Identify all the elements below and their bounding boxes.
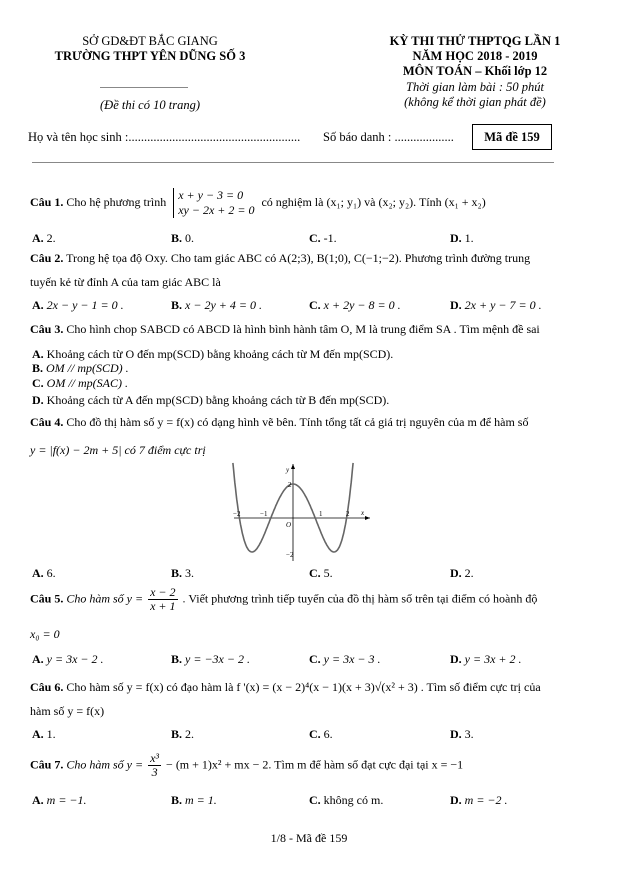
option-value: 1. xyxy=(46,727,56,741)
y-axis-arrow-icon xyxy=(291,464,295,469)
equation-1: x + y − 3 = 0 xyxy=(178,188,244,202)
option-c[interactable] xyxy=(309,652,381,667)
option-value: y = 3x − 3 . xyxy=(323,652,381,666)
option-key: D. xyxy=(450,231,462,245)
option-c[interactable] xyxy=(309,298,401,313)
option-value: m = −1. xyxy=(46,793,87,807)
x-tick-label: 2 xyxy=(346,510,350,518)
option-d[interactable] xyxy=(450,231,474,246)
equation-2: xy − 2x + 2 = 0 xyxy=(178,203,255,217)
option-key: A. xyxy=(32,793,44,807)
option-d[interactable] xyxy=(32,393,389,408)
origin-label: O xyxy=(286,521,292,529)
option-a[interactable] xyxy=(32,727,56,742)
option-value: Khoảng cách từ O đến mp(SCD) bằng khoảng cách từ M đến mp(SCD). xyxy=(46,347,394,361)
option-key: C. xyxy=(309,231,321,245)
option-b[interactable] xyxy=(171,298,262,313)
denominator: x + 1 xyxy=(150,599,176,613)
option-key: A. xyxy=(32,347,44,361)
question-5 xyxy=(30,586,537,613)
option-value: 3. xyxy=(464,727,474,741)
denominator: 3 xyxy=(151,765,158,779)
option-a[interactable] xyxy=(32,793,87,808)
option-key: D. xyxy=(450,298,462,312)
option-key: B. xyxy=(171,231,183,245)
question-6-line-2: hàm số y = f(x) xyxy=(30,704,105,718)
option-value: OM // mp(SAC) . xyxy=(46,376,128,390)
question-2 xyxy=(30,251,530,266)
option-key: B. xyxy=(171,298,183,312)
numerator: x³ xyxy=(150,751,160,765)
school-year: NĂM HỌC 2018 - 2019 xyxy=(412,49,538,63)
question-2-line-2: tuyến kẻ từ đỉnh A của tam giác ABC là xyxy=(30,275,221,289)
question-label: Câu 6. xyxy=(30,680,64,694)
option-b[interactable] xyxy=(171,727,194,742)
option-value: y = −3x − 2 . xyxy=(185,652,250,666)
option-b[interactable] xyxy=(171,566,194,581)
option-value: 2. xyxy=(185,727,195,741)
question-text: Cho hàm số y = xyxy=(66,591,144,606)
question-7 xyxy=(30,752,463,779)
option-value: m = −2 . xyxy=(464,793,508,807)
student-id-field[interactable]: Số báo danh : ................... xyxy=(323,130,454,144)
option-key: D. xyxy=(32,393,44,407)
option-value: y = 3x − 2 . xyxy=(46,652,104,666)
option-c[interactable] xyxy=(309,231,337,246)
question-5-line-2: x₀ = 0 xyxy=(30,627,60,641)
y-tick-label: −2 xyxy=(286,551,294,559)
option-value: 0. xyxy=(185,231,195,245)
option-value: 1. xyxy=(464,231,474,245)
option-value: x − 2y + 4 = 0 . xyxy=(185,298,262,312)
page-footer: 1/8 - Mã đề 159 xyxy=(270,831,348,845)
option-c[interactable] xyxy=(309,727,333,742)
option-key: A. xyxy=(32,652,44,666)
option-value: 5. xyxy=(323,566,333,580)
page-count-note: (Đề thi có 10 trang) xyxy=(100,98,200,112)
option-value: m = 1. xyxy=(185,793,217,807)
option-key: A. xyxy=(32,566,44,580)
option-key: A. xyxy=(32,231,44,245)
question-text-cont: có nghiệm là (x₁; y₁) và (x₂; y₂). Tính (x₁ + x₂) xyxy=(261,194,486,209)
option-d[interactable] xyxy=(450,793,508,808)
question-text: Trong hệ tọa độ Oxy. Cho tam giác ABC có A(2;3), B(1;0), C(−1;−2). Phương trình đường trung xyxy=(66,251,531,265)
option-key: C. xyxy=(309,652,321,666)
option-value: 3. xyxy=(185,566,195,580)
header-divider xyxy=(100,87,188,88)
question-label: Câu 1. xyxy=(30,194,64,209)
question-4 xyxy=(30,415,528,430)
question-label: Câu 7. xyxy=(30,757,64,772)
question-text: Cho hàm số y = f(x) có đạo hàm là f '(x) = (x − 2)⁴(x − 1)(x + 3)√(x² + 3) . Tìm số điểm cực trị của xyxy=(66,680,541,694)
option-key: C. xyxy=(309,566,321,580)
option-d[interactable] xyxy=(450,652,522,667)
option-key: C. xyxy=(32,376,44,390)
subject: MÔN TOÁN – Khối lớp 12 xyxy=(402,64,548,78)
x-tick-label: 1 xyxy=(319,510,323,518)
fraction xyxy=(148,752,161,779)
question-text-cont: − (m + 1)x² + mx − 2. Tìm m để hàm số đạt cực đại tại x = −1 xyxy=(166,757,464,772)
time-note: (không kể thời gian phát đề) xyxy=(404,95,546,109)
option-a[interactable] xyxy=(32,347,393,362)
option-a[interactable] xyxy=(32,652,104,667)
option-value: 2. xyxy=(464,566,474,580)
option-b[interactable] xyxy=(171,793,217,808)
option-key: B. xyxy=(171,793,183,807)
time-limit: Thời gian làm bài : 50 phút xyxy=(406,80,544,94)
question-4-line-2: y = |f(x) − 2m + 5| có 7 điểm cực trị xyxy=(30,443,206,457)
question-1 xyxy=(30,188,486,218)
x-tick-label: −2 xyxy=(233,510,241,518)
question-label: Câu 2. xyxy=(30,251,64,265)
option-a[interactable] xyxy=(32,298,124,313)
question-3 xyxy=(30,322,540,337)
option-value: không có m. xyxy=(323,793,384,807)
equation-system xyxy=(173,188,254,218)
option-d[interactable] xyxy=(450,566,474,581)
y-tick-label: 2 xyxy=(288,481,292,489)
option-a[interactable] xyxy=(32,231,56,246)
department-name: SỞ GD&ĐT BẮC GIANG xyxy=(82,34,218,48)
section-divider xyxy=(32,162,554,163)
function-graph xyxy=(230,462,370,562)
question-label: Câu 5. xyxy=(30,591,64,606)
question-text: Cho hình chop SABCD có ABCD là hình bình hành tâm O, M là trung điểm SA . Tìm mệnh đề sai xyxy=(66,322,540,336)
question-text: Cho hàm số y = xyxy=(66,757,144,772)
option-c[interactable] xyxy=(309,793,383,808)
question-text: Cho hệ phương trình xyxy=(66,194,167,209)
fraction xyxy=(148,586,177,613)
option-key: B. xyxy=(171,652,183,666)
option-b[interactable] xyxy=(32,361,129,376)
exam-title: KỲ THI THỬ THPTQG LẦN 1 xyxy=(389,34,561,48)
option-key: C. xyxy=(309,727,321,741)
student-name-field[interactable]: Họ và tên học sinh :....................................................... xyxy=(28,130,301,144)
option-d[interactable] xyxy=(450,298,542,313)
option-b[interactable] xyxy=(171,231,194,246)
option-key: A. xyxy=(32,727,44,741)
option-key: C. xyxy=(309,793,321,807)
option-a[interactable] xyxy=(32,566,56,581)
question-label: Câu 4. xyxy=(30,415,64,429)
option-value: 2x + y − 7 = 0 . xyxy=(464,298,542,312)
option-value: OM // mp(SCD) . xyxy=(46,361,129,375)
option-value: 6. xyxy=(323,727,333,741)
option-key: B. xyxy=(32,361,44,375)
x-tick-label: −1 xyxy=(260,510,268,518)
option-value: y = 3x + 2 . xyxy=(464,652,522,666)
x-axis-label: x xyxy=(361,509,365,517)
option-value: 2x − y − 1 = 0 . xyxy=(46,298,124,312)
option-key: A. xyxy=(32,298,44,312)
y-axis-label: y xyxy=(286,466,290,474)
school-name: TRƯỜNG THPT YÊN DŨNG SỐ 3 xyxy=(54,49,246,63)
option-value: 6. xyxy=(46,566,56,580)
option-b[interactable] xyxy=(171,652,250,667)
option-key: D. xyxy=(450,566,462,580)
option-d[interactable] xyxy=(450,727,474,742)
question-label: Câu 3. xyxy=(30,322,64,336)
option-key: D. xyxy=(450,793,462,807)
numerator: x − 2 xyxy=(150,585,176,599)
question-text: Cho đồ thị hàm số y = f(x) có dạng hình vẽ bên. Tính tổng tất cả giá trị nguyên của m để hàm số xyxy=(66,415,529,429)
option-c[interactable] xyxy=(309,566,333,581)
option-key: C. xyxy=(309,298,321,312)
question-6 xyxy=(30,680,541,695)
option-key: D. xyxy=(450,727,462,741)
exam-code-box: Mã đề 159 xyxy=(472,124,552,150)
option-c[interactable] xyxy=(32,376,128,391)
option-key: D. xyxy=(450,652,462,666)
option-value: 2. xyxy=(46,231,56,245)
question-text-cont: . Viết phương trình tiếp tuyến của đồ thị hàm số trên tại điểm có hoành độ xyxy=(182,591,538,606)
option-key: B. xyxy=(171,727,183,741)
option-key: B. xyxy=(171,566,183,580)
option-value: x + 2y − 8 = 0 . xyxy=(323,298,401,312)
option-value: -1. xyxy=(323,231,337,245)
option-value: Khoảng cách từ A đến mp(SCD) bằng khoảng cách từ B đến mp(SCD). xyxy=(46,393,390,407)
x-axis-arrow-icon xyxy=(365,516,370,520)
